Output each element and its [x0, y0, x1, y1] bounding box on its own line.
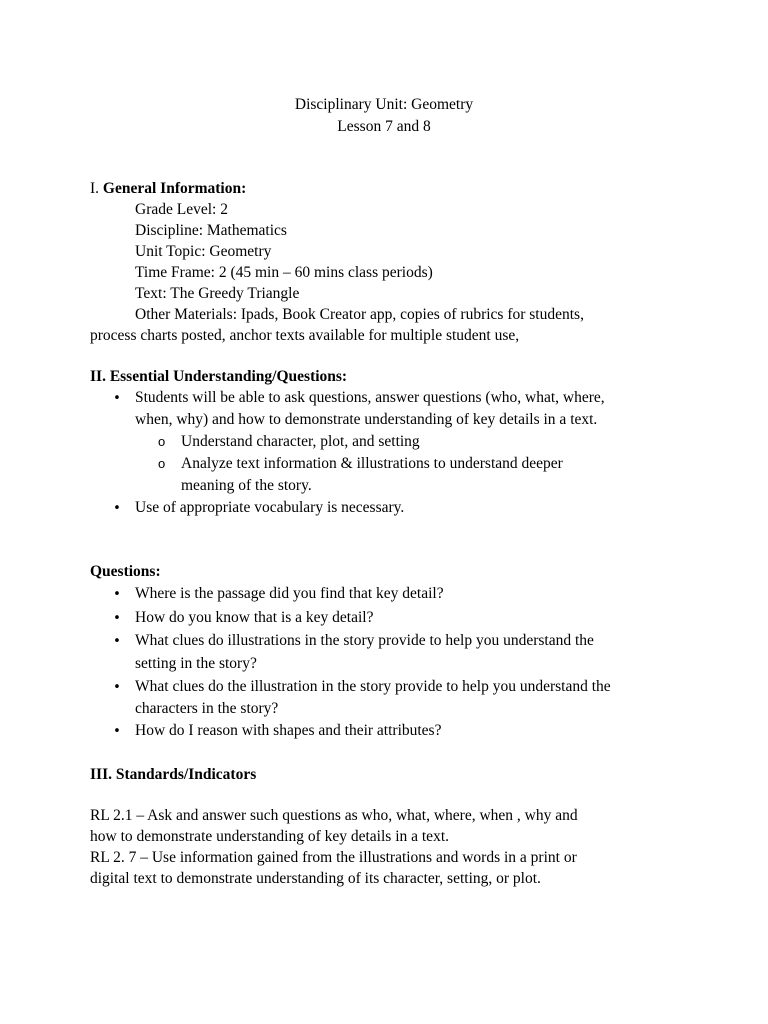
question-3-line-2: setting in the story?: [135, 655, 257, 672]
grade-level: Grade Level: 2: [135, 201, 228, 218]
question-5: How do I reason with shapes and their attributes?: [135, 722, 442, 739]
understanding-bullet-1-line-2: when, why) and how to demonstrate understanding of key details in a text.: [135, 411, 598, 428]
other-materials-continued: process charts posted, anchor texts available for multiple student use,: [90, 327, 520, 344]
sub-point-1: Understand character, plot, and setting: [181, 433, 420, 450]
section-2-heading: II. Essential Understanding/Questions:: [90, 368, 348, 385]
question-4-line-2: characters in the story?: [135, 700, 279, 717]
understanding-bullet-2: Use of appropriate vocabulary is necessary.: [135, 499, 405, 516]
understanding-bullet-1-line-1: Students will be able to ask questions, answer questions (who, what, where,: [135, 389, 605, 406]
unit-topic: Unit Topic: Geometry: [135, 243, 272, 260]
discipline: Discipline: Mathematics: [135, 222, 287, 239]
sub-point-2-line-1: Analyze text information & illustrations to understand deeper: [181, 455, 563, 472]
time-frame: Time Frame: 2 (45 min – 60 mins class periods): [135, 264, 433, 281]
circle-bullet-icon: o: [158, 434, 166, 449]
bullet-icon: [111, 607, 123, 629]
unit-title: Disciplinary Unit: Geometry: [294, 96, 474, 113]
other-materials: Other Materials: Ipads, Book Creator app, copies of rubrics for students,: [135, 306, 584, 323]
bullet-icon: [111, 583, 123, 605]
section-1-heading: [90, 178, 246, 199]
bullet-icon: [111, 387, 123, 409]
section-3-heading: III. Standards/Indicators: [90, 766, 257, 783]
lesson-title: Lesson 7 and 8: [337, 118, 431, 135]
standard-rl-2-7-line-2: digital text to demonstrate understanding of its character, setting, or plot.: [90, 870, 541, 887]
circle-bullet-icon: o: [158, 456, 166, 471]
question-1: Where is the passage did you find that key detail?: [135, 585, 444, 602]
standard-rl-2-1-line-2: how to demonstrate understanding of key details in a text.: [90, 828, 449, 845]
section-1-numeral: I.: [90, 180, 100, 197]
sub-point-2-line-2: meaning of the story.: [181, 477, 312, 494]
standard-rl-2-7-line-1: RL 2. 7 – Use information gained from the illustrations and words in a print or: [90, 849, 577, 866]
bullet-icon: [111, 720, 123, 742]
bullet-icon: [111, 630, 123, 652]
bullet-icon: [111, 676, 123, 698]
question-2: How do you know that is a key detail?: [135, 609, 374, 626]
text-title: Text: The Greedy Triangle: [135, 285, 300, 302]
question-4-line-1: What clues do the illustration in the story provide to help you understand the: [135, 678, 611, 695]
bullet-icon: [111, 497, 123, 519]
standard-rl-2-1-line-1: RL 2.1 – Ask and answer such questions as who, what, where, when , why and: [90, 807, 578, 824]
section-1-title: General Information:: [102, 180, 247, 197]
question-3-line-1: What clues do illustrations in the story provide to help you understand the: [135, 632, 594, 649]
questions-heading: Questions:: [90, 563, 161, 580]
